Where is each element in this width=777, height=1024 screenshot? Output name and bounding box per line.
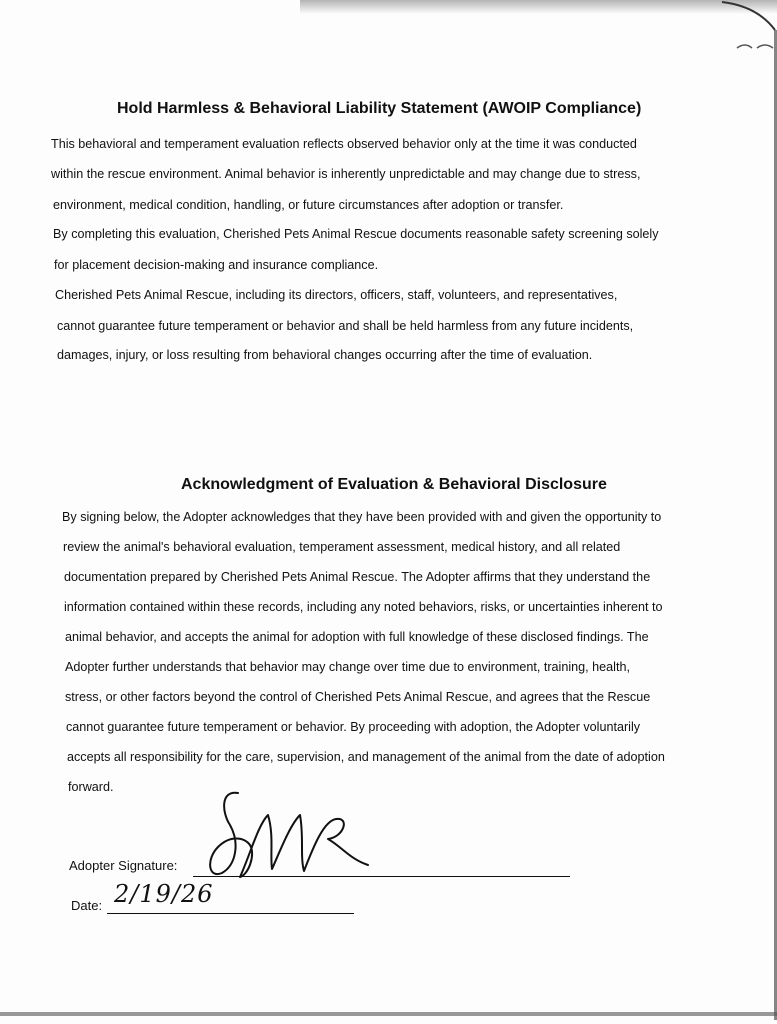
body-line: damages, injury, or loss resulting from behavioral changes occurring after the time of evaluation. [57, 348, 593, 362]
body-line: animal behavior, and accepts the animal for adoption with full knowledge of these disclosed findings. The [65, 630, 649, 644]
date-line [107, 913, 354, 914]
body-line: review the animal's behavioral evaluation, temperament assessment, medical history, and all related [63, 540, 621, 554]
body-line: By completing this evaluation, Cherished Pets Animal Rescue documents reasonable safety screening solely [53, 227, 659, 241]
body-line: information contained within these records, including any noted behaviors, risks, or uncertainties inherent to [64, 600, 663, 614]
body-line: This behavioral and temperament evaluation reflects observed behavior only at the time it was conducted [51, 137, 637, 151]
body-line: Cherished Pets Animal Rescue, including its directors, officers, staff, volunteers, and representatives, [55, 288, 618, 302]
body-line: cannot guarantee future temperament or behavior. By proceeding with adoption, the Adopter voluntarily [66, 720, 641, 734]
scan-top-edge-shadow [300, 0, 777, 14]
body-line: environment, medical condition, handling, or future circumstances after adoption or transfer. [53, 198, 564, 212]
body-line: stress, or other factors beyond the control of Cherished Pets Animal Rescue, and agrees that the Rescue [65, 690, 651, 704]
acknowledgment-heading: Acknowledgment of Evaluation & Behavioral Disclosure [181, 476, 607, 493]
scan-bottom-edge [0, 1012, 777, 1016]
date-label: Date: [71, 898, 103, 913]
body-line: accepts all responsibility for the care, supervision, and management of the animal from the date of adoption [67, 750, 665, 764]
body-line: within the rescue environment. Animal behavior is inherently unpredictable and may change due to stress, [51, 167, 641, 181]
hold-harmless-heading: Hold Harmless & Behavioral Liability Statement (AWOIP Compliance) [117, 100, 642, 117]
adopter-signature-label: Adopter Signature: [69, 858, 178, 873]
body-line: forward. [68, 780, 114, 794]
handwritten-signature [200, 785, 380, 890]
body-line: documentation prepared by Cherished Pets Animal Rescue. The Adopter affirms that they understand the [64, 570, 651, 584]
body-line: By signing below, the Adopter acknowledges that they have been provided with and given the opportunity to [62, 510, 662, 524]
page-corner-curl [717, 0, 777, 60]
body-line: cannot guarantee future temperament or behavior and shall be held harmless from any future incidents, [57, 319, 634, 333]
body-line: for placement decision-making and insurance compliance. [54, 258, 379, 272]
body-line: Adopter further understands that behavior may change over time due to environment, training, health, [65, 660, 630, 674]
date-value-handwritten: 2/19/26 [114, 880, 214, 908]
